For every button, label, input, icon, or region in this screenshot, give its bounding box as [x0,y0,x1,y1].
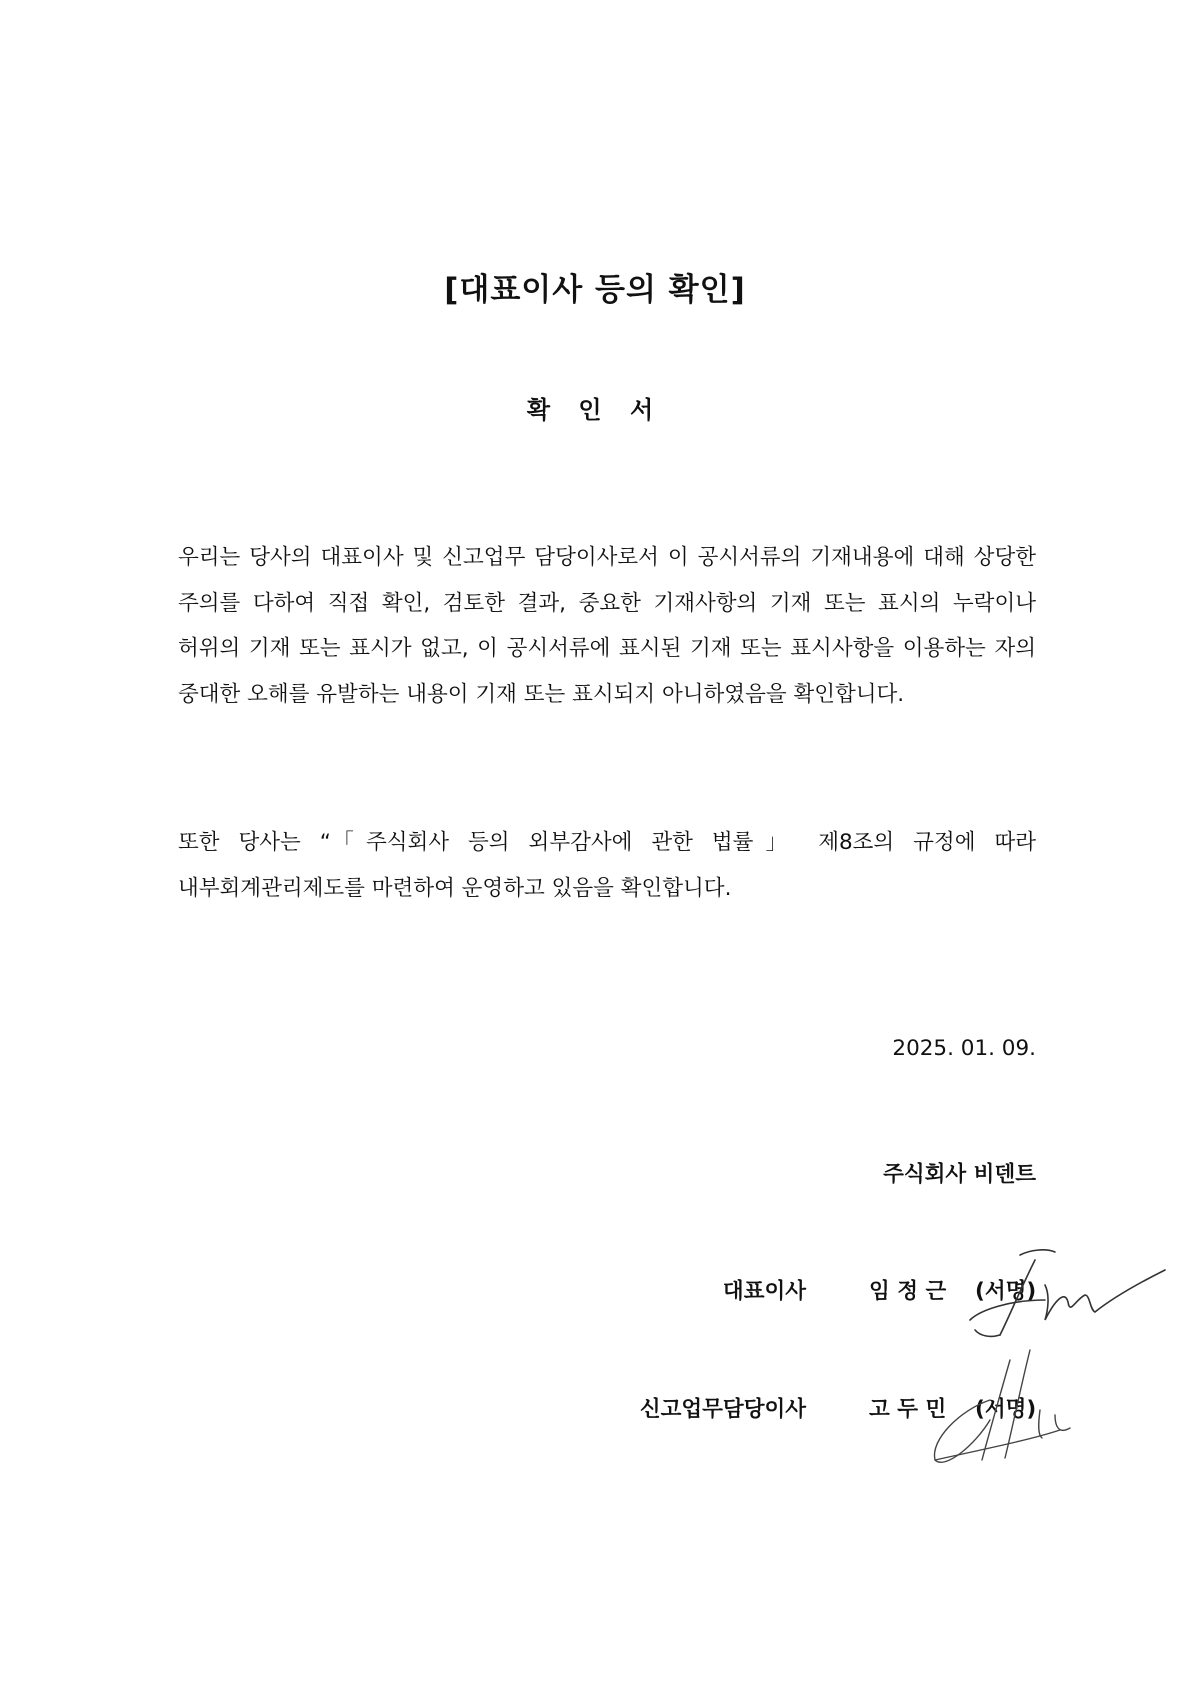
confirmation-paragraph: 우리는 당사의 대표이사 및 신고업무 담당이사로서 이 공시서류의 기재내용에 대해 상당한 주의를 다하여 직접 확인, 검토한 결과, 중요한 기재사항의 기재 또는 표시의 누락이나 허위의 기재 또는 표시가 없고, 이 공시서류에 표시된 기재 또는 표시사항을 이용하는 자의 중대한 오해를 유발하는 내용이 기재 또는 표시되지 아니하였음을 확인합니다. [178,545,1036,707]
signature-label: (서명) [975,1279,1037,1304]
signer-name: 임 정 근 [869,1279,947,1304]
document-title: 확 인 서 [526,396,664,424]
signer-role: 대표이사 [722,1279,806,1304]
signer-name: 고 두 민 [869,1397,947,1422]
document-heading: [대표이사 등의 확인] [444,272,746,308]
document-date: 2025. 01. 09. [892,1036,1036,1061]
signer-role: 신고업무담당이사 [639,1397,806,1422]
internal-control-paragraph: 또한 당사는 “「주식회사 등의 외부감사에 관한 법률」 제8조의 규정에 따라 내부회계관리제도를 마련하여 운영하고 있음을 확인합니다. [178,830,1036,901]
company-name: 주식회사 비덴트 [883,1162,1036,1187]
signature-label: (서명) [975,1397,1037,1422]
